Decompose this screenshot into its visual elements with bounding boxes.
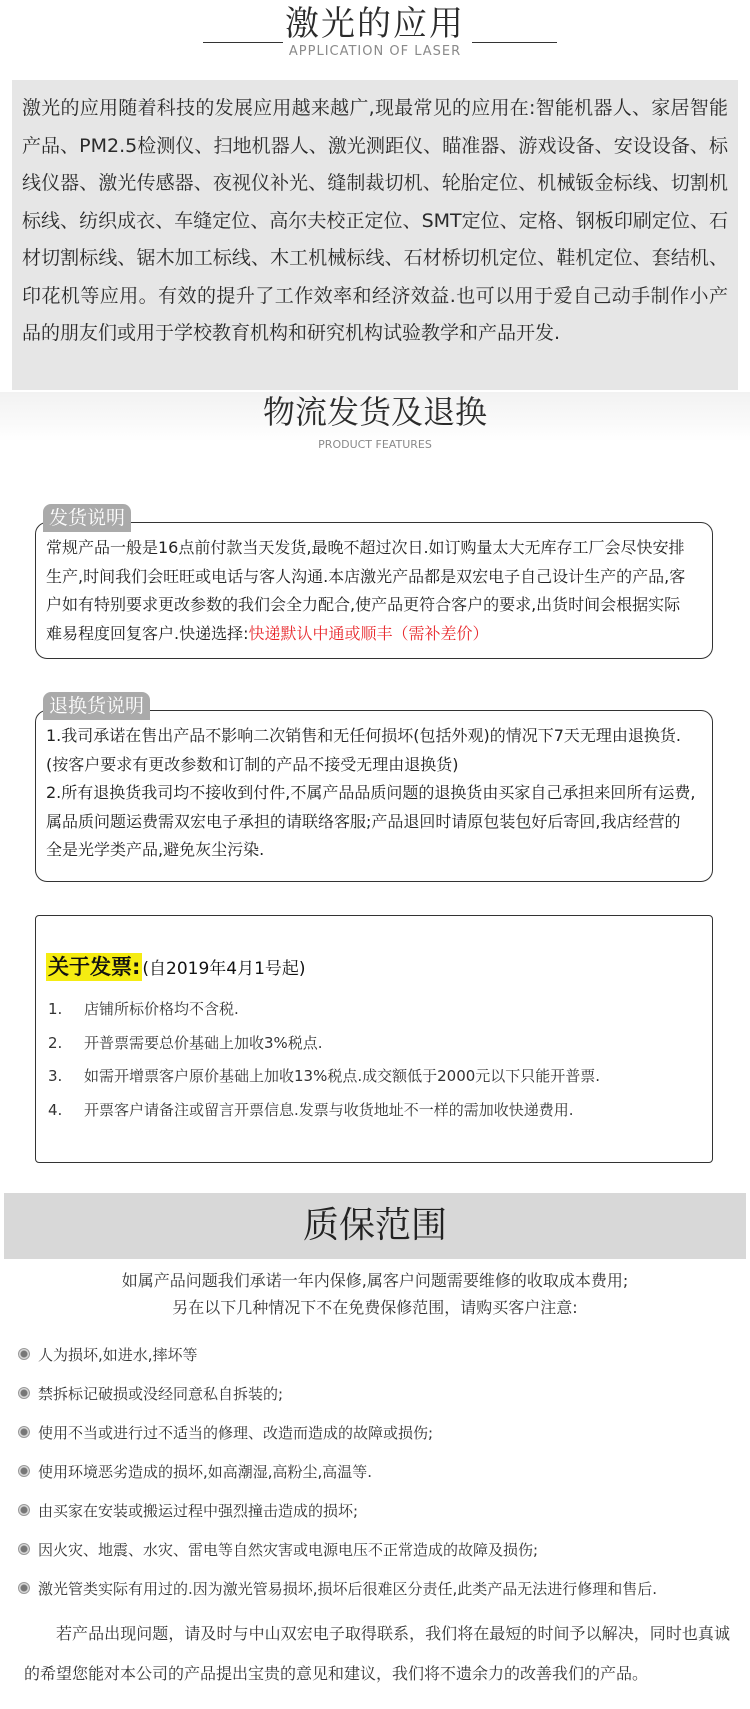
bullet-icon [18, 1387, 30, 1399]
warranty-intro-2: 另在以下几种情况下不在免费保修范围，请购买客户注意: [172, 1298, 578, 1317]
laser-title: 激光的应用 [285, 4, 465, 44]
invoice-item-text: 开普票需要总价基础上加收3%税点. [84, 1034, 323, 1052]
warranty-exclusion-text: 禁拆标记破损或没经同意私自拆装的; [38, 1385, 284, 1403]
warranty-exclusion [18, 1384, 283, 1404]
warranty-exclusion [18, 1540, 538, 1560]
invoice-item-num: 3. [48, 1067, 63, 1085]
invoice-item [48, 998, 239, 1019]
invoice-title: 关于发票: [48, 955, 141, 979]
warranty-exclusion-text: 因火灾、地震、水灾、雷电等自然灾害或电源电压不正常造成的故障及损伤; [38, 1541, 539, 1559]
warranty-title: 质保范围 [302, 1205, 447, 1246]
warranty-exclusion-text: 使用环境恶劣造成的损坏,如高潮湿,高粉尘,高温等. [38, 1463, 373, 1481]
invoice-item-num: 1. [48, 1000, 63, 1018]
returns-line-2: 2.所有退换货我司均不接收到付件,不属产品品质问题的退换货由买家自己承担来回所有运费,属品质问题运费需双宏电子承担的请联络客服;产品退回时请原包装包好后寄回,我店经营的全是光学类产品,避免灰尘污染. [46, 783, 696, 859]
returns-text [46, 722, 696, 865]
warranty-exclusion [18, 1345, 198, 1365]
bullet-icon [18, 1504, 30, 1516]
invoice-heading [46, 951, 306, 981]
warranty-exclusion [18, 1462, 372, 1482]
shipping-body: 常规产品一般是16点前付款当天发货,最晚不超过次日.如订购量太大无库存工厂会尽快安排生产,时间我们会旺旺或电话与客人沟通.本店激光产品都是双宏电子自己设计生产的产品,客户如有特别要求更改参数的我们会全力配合,使产品更符合客户的要求,出货时间会根据实际难易程度回复客户.快递选择: [46, 538, 686, 643]
bullet-icon [18, 1426, 30, 1438]
warranty-exclusion [18, 1501, 358, 1521]
shipping-text [46, 534, 696, 648]
warranty-closing: 若产品出现问题，请及时与中山双宏电子取得联系，我们将在最短的时间予以解决，同时也真诚的希望您能对本公司的产品提出宝贵的意见和建议，我们将不遗余力的改善我们的产品。 [24, 1624, 730, 1683]
bullet-icon [18, 1465, 30, 1477]
returns-line-1: 1.我司承诺在售出产品不影响二次销售和无任何损坏(包括外观)的情况下7天无理由退换货.(按客户要求有更改参数和订制的产品不接受无理由退换货) [46, 726, 682, 774]
bullet-icon [18, 1582, 30, 1594]
shipping-courier-note: 快递默认中通或顺丰（需补差价） [248, 623, 489, 643]
invoice-item-num: 4. [48, 1101, 63, 1119]
invoice-item-num: 2. [48, 1034, 63, 1052]
warranty-exclusion-text: 激光管类实际有用过的.因为激光管易损坏,损坏后很难区分责任,此类产品无法进行修理和售后. [38, 1580, 658, 1598]
shipping-tag: 发货说明 [43, 504, 131, 532]
invoice-item [48, 1099, 574, 1120]
bullet-icon [18, 1348, 30, 1360]
invoice-item-text: 开票客户请备注或留言开票信息.发票与收货地址不一样的需加收快递费用. [84, 1101, 574, 1119]
invoice-item-text: 店铺所标价格均不含税. [84, 1000, 239, 1018]
warranty-exclusion-text: 使用不当或进行过不适当的修理、改造而造成的故障或损伤; [38, 1424, 434, 1442]
warranty-exclusion [18, 1579, 657, 1599]
warranty-exclusion-text: 人为损坏,如进水,摔坏等 [38, 1346, 198, 1364]
logistics-subtitle: PRODUCT FEATURES [318, 438, 432, 451]
invoice-item [48, 1032, 323, 1053]
warranty-intro-1: 如属产品问题我们承诺一年内保修,属客户问题需要维修的收取成本费用; [121, 1271, 629, 1290]
invoice-date-note: (自2019年4月1号起) [142, 959, 306, 979]
logistics-title: 物流发货及退换 [262, 393, 487, 431]
invoice-item [48, 1065, 600, 1086]
returns-tag: 退换货说明 [43, 692, 150, 720]
warranty-exclusion-text: 由买家在安装或搬运过程中强烈撞击造成的损坏; [38, 1502, 359, 1520]
bullet-icon [18, 1543, 30, 1555]
invoice-item-text: 如需开增票客户原价基础上加收13%税点.成交额低于2000元以下只能开普票. [84, 1067, 601, 1085]
laser-description: 激光的应用随着科技的发展应用越来越广,现最常见的应用在:智能机器人、家居智能产品、PM2.5检测仪、扫地机器人、激光测距仪、瞄准器、游戏设备、安设设备、标线仪器、激光传感器、夜视仪补光、缝制裁切机、轮胎定位、机械钣金标线、切割机标线、纺织成衣、车缝定位、高尔夫校正定位、SMT定位、定格、钢板印刷定位、石材切割标线、锯木加工标线、木工机械标线、石材桥切机定位、鞋机定位、套结机、印花机等应用。有效的提升了工作效率和经济效益.也可以用于爱自己动手制作小产品的朋友们或用于学校教育机构和研究机构试验教学和产品开发. [12, 80, 738, 390]
warranty-exclusion [18, 1423, 433, 1443]
laser-subtitle: APPLICATION OF LASER [288, 44, 462, 59]
